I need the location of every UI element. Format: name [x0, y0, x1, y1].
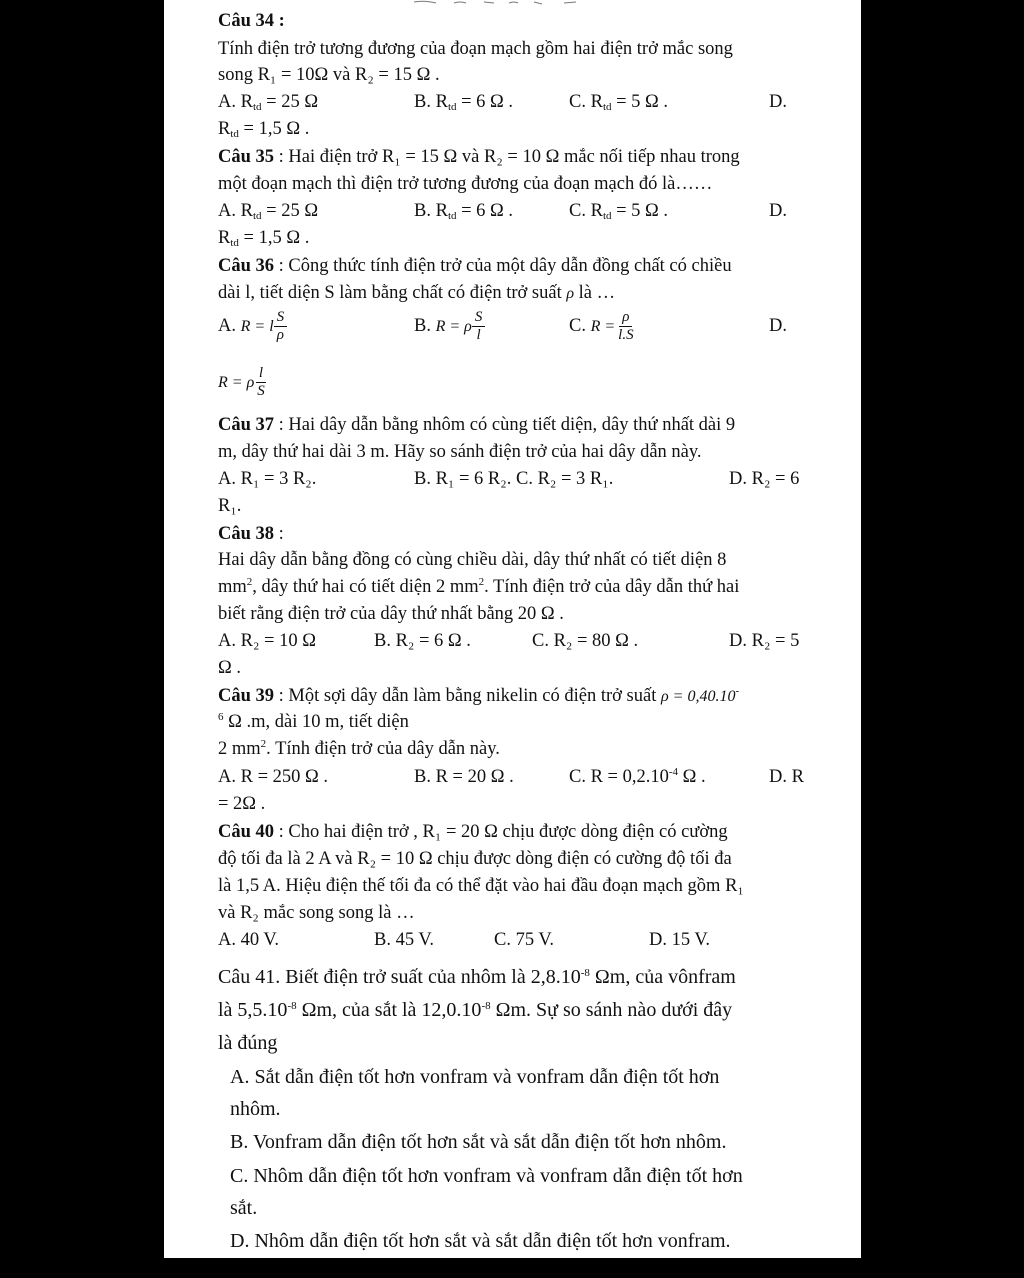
q39-option-c: C. $R = 0,2.10^{-4}$ Ω . [569, 766, 706, 787]
q36-option-d: D. [769, 316, 787, 336]
q34-option-d: D. [769, 92, 787, 112]
q38-text-line1: Hai dây dẫn bằng đồng có cùng chiều dài, dây thứ nhất có tiết diện 8 [218, 550, 727, 570]
q37-text-line2: m, dây thứ hai dài 3 m. Hãy so sánh điện trở của hai dây dẫn này. [218, 442, 702, 462]
q41-option-c: C. Nhôm dẫn điện tốt hơn vonfram và vonfram dẫn điện tốt hơn [230, 1165, 743, 1187]
top-edge-marks [414, 0, 584, 6]
q38-option-c: C. R₂ = 80 Ω . [532, 631, 639, 651]
q41-text-line3: là đúng [218, 1032, 278, 1054]
q38-text-line3: biết rằng điện trở của dây thứ nhất bằng 20 Ω . [218, 604, 564, 624]
q40-text-line1: Câu 40 : Cho hai điện trở , R₁ = 20 Ω chịu được dòng điện có cường [218, 822, 728, 842]
q36-text-line1: Câu 36 : Công thức tính điện trở của một dây dẫn đồng chất có chiều [218, 256, 732, 276]
q38-option-b: B. R₂ = 6 Ω . [374, 631, 471, 651]
q40-text-line3: là 1,5 A. Hiệu điện thế tối đa có thể đặt vào hai đầu đoạn mạch gồm R₁ [218, 876, 744, 896]
q38-title: Câu 38 : [218, 524, 284, 544]
q39-option-a: A. R = 250 Ω . [218, 767, 329, 787]
q35-option-d-value: $R_{td} = 1,5$ Ω . [218, 228, 310, 249]
q41-option-c-cont: sắt. [230, 1197, 258, 1219]
q34-title: Câu 34 : [218, 11, 285, 31]
q41-text-line2: là $5,5.10^{-8}$ Ωm, của sắt là $12,0.10^{-8}$ Ωm. Sự so sánh nào dưới đây [218, 999, 733, 1021]
q41-option-a: A. Sắt dẫn điện tốt hơn vonfram và vonfram dẫn điện tốt hơn [230, 1066, 720, 1088]
q34-option-a: A. $R_{td} = 25$ Ω [218, 92, 319, 113]
q38-text-line2: $mm^2$, dây thứ hai có tiết diện 2 $mm^2$. Tính điện trở của dây dẫn thứ hai [218, 576, 740, 597]
document-page [164, 0, 861, 1258]
q39-text-line1: Câu 39 : Một sợi dây dẫn làm bằng nikelin có điện trở suất ρ = 0,40.10- [218, 685, 740, 706]
q38-option-a: A. R₂ = 10 Ω [218, 631, 316, 651]
q36-option-d-formula: R = ρ $\frac{l}{S}$ [218, 365, 265, 400]
q36-option-c: C. R = $\frac{\rho}{l.S}$ [569, 309, 634, 344]
q34-option-c: C. $R_{td} = 5$ Ω . [569, 92, 669, 113]
q39-option-d: D. R [769, 767, 804, 787]
q34-text-line1: Tính điện trở tương đương của đoạn mạch gồm hai điện trở mắc song [218, 39, 733, 59]
q37-text-line1: Câu 37 : Hai dây dẫn bằng nhôm có cùng tiết diện, dây thứ nhất dài 9 [218, 415, 736, 435]
q35-option-d: D. [769, 201, 787, 221]
q35-option-b: B. $R_{td} = 6$ Ω . [414, 201, 514, 222]
q36-text-line2: dài l, tiết diện S làm bằng chất có điện trở suất ρ là … [218, 283, 616, 303]
q38-option-d: D. R₂ = 5 [729, 631, 800, 651]
q40-option-b: B. 45 V. [374, 930, 434, 950]
q40-option-c: C. 75 V. [494, 930, 554, 950]
q35-option-a: A. $R_{td} = 25$ Ω [218, 201, 319, 222]
q40-text-line4: và R₂ mắc song song là … [218, 903, 415, 923]
q37-option-a: A. R₁ = 3 R₂. [218, 469, 317, 489]
q36-option-b: B. R = ρ $\frac{S}{l}$ [414, 306, 485, 347]
q41-option-a-cont: nhôm. [230, 1098, 281, 1120]
q41-option-b: B. Vonfram dẫn điện tốt hơn sắt và sắt dẫn điện tốt hơn nhôm. [230, 1131, 727, 1153]
q39-text-line2: $^6$ Ω .m, dài 10 m, tiết diện [218, 711, 409, 732]
q38-option-d-value: Ω . [218, 658, 241, 678]
q39-option-b: B. R = 20 Ω . [414, 767, 514, 787]
q34-text-line2: song R₁ = 10Ω và R₂ = 15 Ω . [218, 65, 440, 85]
q40-text-line2: độ tối đa là 2 A và R₂ = 10 Ω chịu được dòng điện có cường độ tối đa [218, 849, 732, 869]
q40-option-d: D. 15 V. [649, 930, 711, 950]
q35-option-c: C. $R_{td} = 5$ Ω . [569, 201, 669, 222]
q39-text-line3: 2 $mm^2$. Tính điện trở của dây dẫn này. [218, 738, 500, 759]
q39-option-d-value: = 2Ω . [218, 794, 266, 814]
q35-text-line1: Câu 35 : Hai điện trở R₁ = 15 Ω và R₂ = 10 Ω mắc nối tiếp nhau trong [218, 147, 740, 167]
q41-option-d: D. Nhôm dẫn điện tốt hơn sắt và sắt dẫn điện tốt hơn vonfram. [230, 1230, 731, 1252]
q41-text-line1: Câu 41. Biết điện trở suất của nhôm là $2,8.10^{-8}$ Ωm, của vônfram [218, 966, 736, 988]
q37-option-b-c: B. R₁ = 6 R₂. C. R₂ = 3 R₁. [414, 469, 614, 489]
q37-option-d-value: R₁. [218, 496, 242, 516]
q37-option-d: D. R₂ = 6 [729, 469, 800, 489]
q36-option-a: A. R = l $\frac{S}{\rho}$ [218, 306, 287, 347]
q34-option-d-value: $R_{td} = 1,5$ Ω . [218, 119, 310, 140]
q34-option-b: B. $R_{td} = 6$ Ω . [414, 92, 514, 113]
q40-option-a: A. 40 V. [218, 930, 280, 950]
q35-text-line2: một đoạn mạch thì điện trở tương đương của đoạn mạch đó là…… [218, 174, 713, 194]
